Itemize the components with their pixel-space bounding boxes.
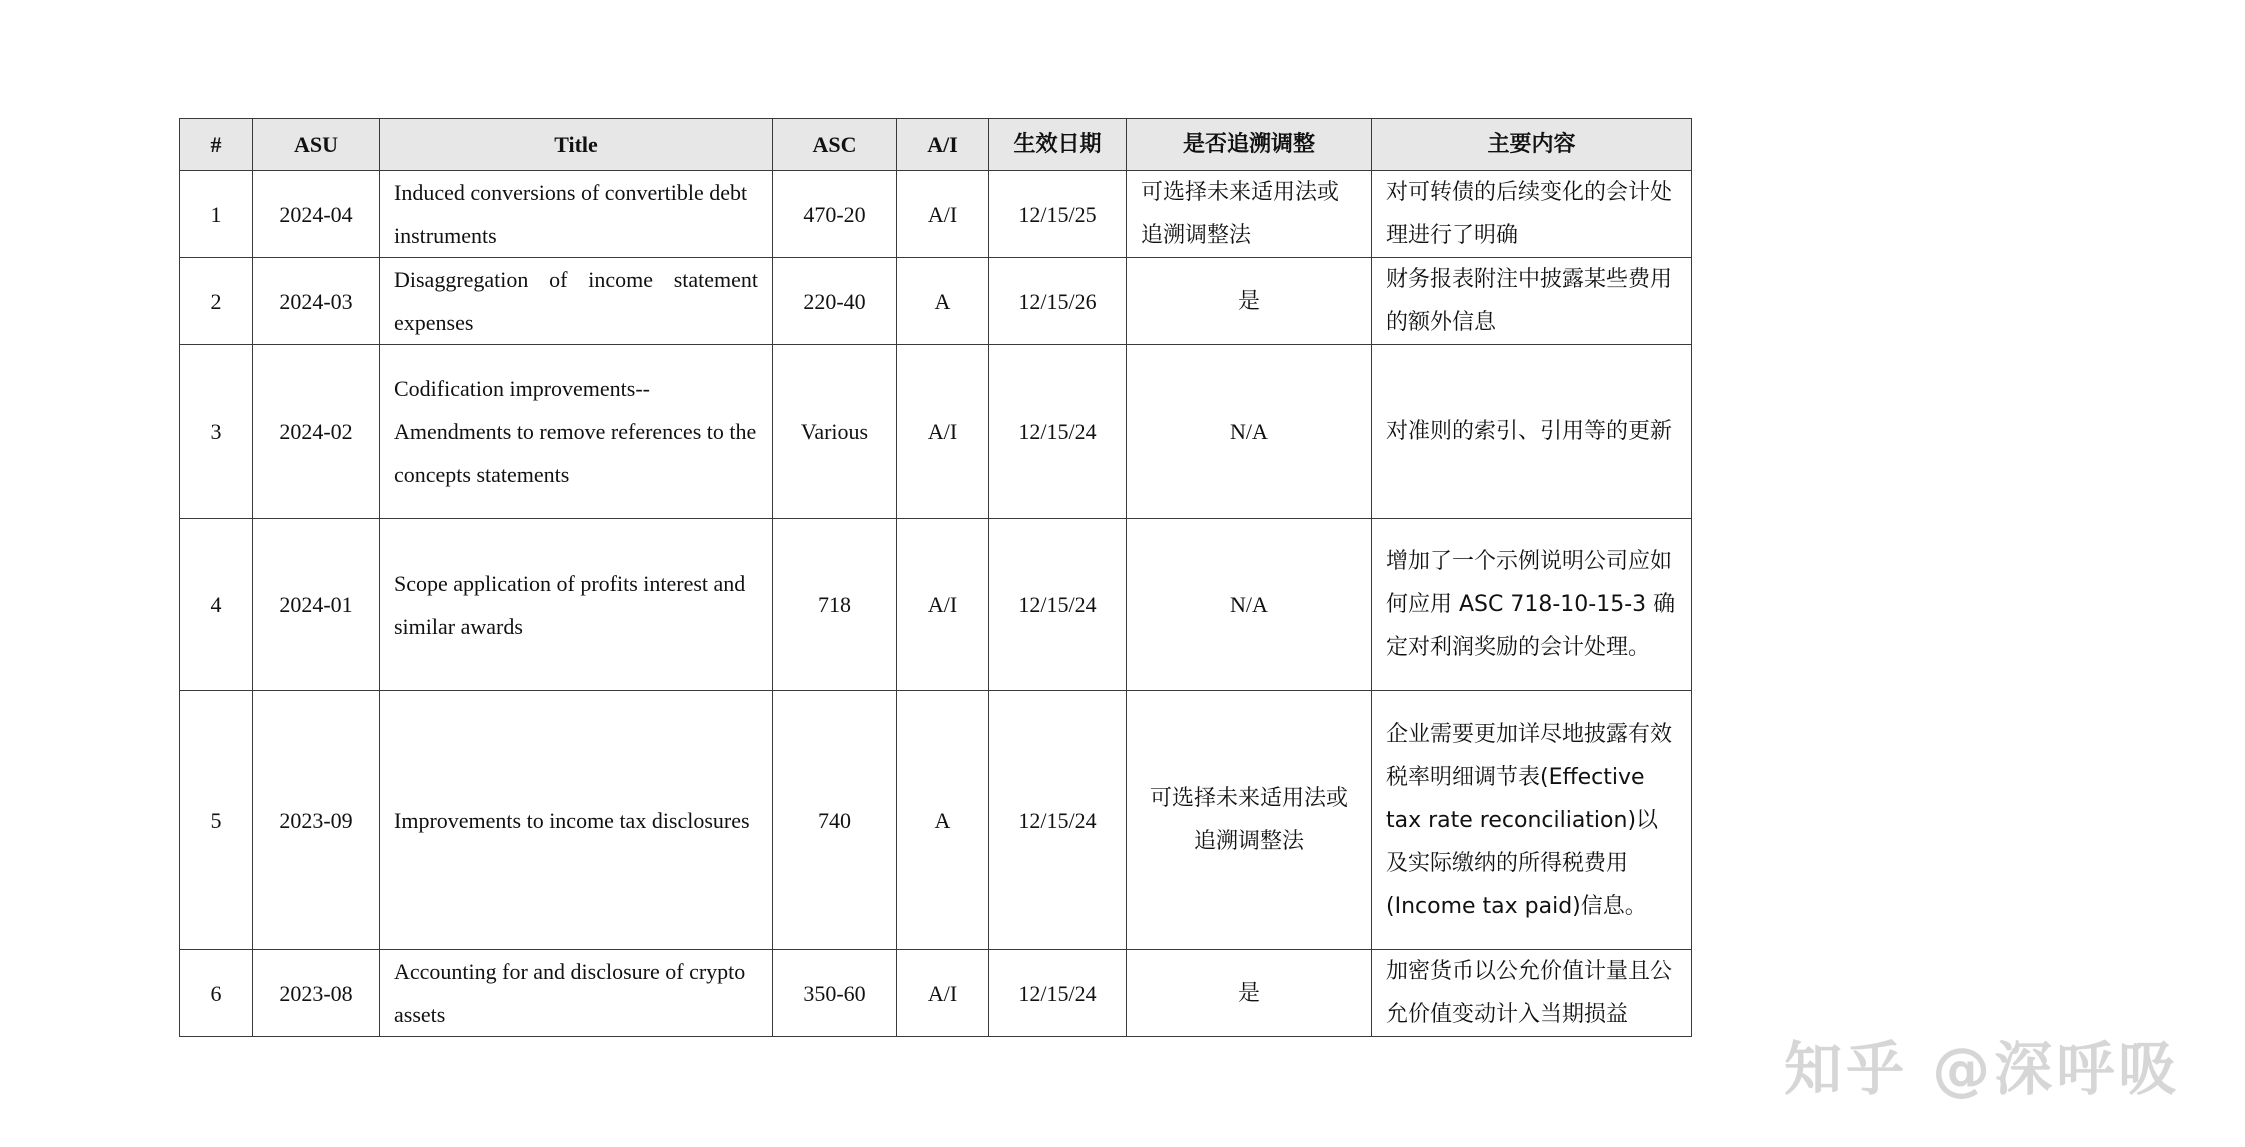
row-content: 企业需要更加详尽地披露有效税率明细调节表(Effective tax rate reconciliation)以及实际缴纳的所得税费用(Income tax paid)信息。 — [1372, 691, 1692, 950]
row-content: 增加了一个示例说明公司应如何应用 ASC 718-10-15-3 确定对利润奖励的会计处理。 — [1372, 519, 1692, 691]
row-asu: 2024-04 — [253, 171, 380, 258]
row-date: 12/15/24 — [989, 519, 1127, 691]
row-asc: 740 — [773, 691, 897, 950]
row-title: Disaggregation of income statement expenses — [380, 258, 773, 345]
row-retro: 是 — [1127, 950, 1372, 1037]
table-row — [180, 519, 1692, 691]
row-content: 加密货币以公允价值计量且公允价值变动计入当期损益 — [1372, 950, 1692, 1037]
table-row — [180, 950, 1692, 1037]
row-retro: N/A — [1127, 519, 1372, 691]
row-date: 12/15/25 — [989, 171, 1127, 258]
row-ai: A — [897, 258, 989, 345]
zhihu-watermark: 知乎 @深呼吸 — [1784, 1035, 2181, 1103]
row-date: 12/15/26 — [989, 258, 1127, 345]
row-date: 12/15/24 — [989, 345, 1127, 519]
header-ai: A/I — [897, 119, 989, 171]
row-num: 6 — [180, 950, 253, 1037]
row-num: 4 — [180, 519, 253, 691]
asu-table — [179, 118, 1692, 1037]
row-ai: A/I — [897, 950, 989, 1037]
row-title: Codification improvements--Amendments to remove references to the concepts statements — [380, 345, 773, 519]
row-ai: A/I — [897, 519, 989, 691]
row-asc: 470-20 — [773, 171, 897, 258]
row-date: 12/15/24 — [989, 691, 1127, 950]
row-title: Induced conversions of convertible debt instruments — [380, 171, 773, 258]
row-asu: 2024-03 — [253, 258, 380, 345]
row-num: 5 — [180, 691, 253, 950]
table-row — [180, 171, 1692, 258]
row-retro: 可选择未来适用法或追溯调整法 — [1127, 171, 1372, 258]
header-retrospective: 是否追溯调整 — [1127, 119, 1372, 171]
header-effective-date: 生效日期 — [989, 119, 1127, 171]
row-asu: 2023-09 — [253, 691, 380, 950]
row-ai: A/I — [897, 345, 989, 519]
row-num: 2 — [180, 258, 253, 345]
table-row — [180, 258, 1692, 345]
header-num: # — [180, 119, 253, 171]
row-num: 3 — [180, 345, 253, 519]
header-asc: ASC — [773, 119, 897, 171]
row-asu: 2024-02 — [253, 345, 380, 519]
row-title: Improvements to income tax disclosures — [380, 691, 773, 950]
table-row — [180, 345, 1692, 519]
row-date: 12/15/24 — [989, 950, 1127, 1037]
row-ai: A/I — [897, 171, 989, 258]
row-asu: 2023-08 — [253, 950, 380, 1037]
table-row — [180, 691, 1692, 950]
row-content: 对可转债的后续变化的会计处理进行了明确 — [1372, 171, 1692, 258]
table-header-row — [180, 119, 1692, 171]
row-retro: N/A — [1127, 345, 1372, 519]
row-asc: 220-40 — [773, 258, 897, 345]
header-asu: ASU — [253, 119, 380, 171]
document-sheet — [179, 118, 1692, 1037]
header-title: Title — [380, 119, 773, 171]
row-num: 1 — [180, 171, 253, 258]
row-asc: Various — [773, 345, 897, 519]
row-content: 财务报表附注中披露某些费用的额外信息 — [1372, 258, 1692, 345]
row-title: Accounting for and disclosure of crypto assets — [380, 950, 773, 1037]
row-asu: 2024-01 — [253, 519, 380, 691]
row-retro: 可选择未来适用法或追溯调整法 — [1127, 691, 1372, 950]
row-ai: A — [897, 691, 989, 950]
row-asc: 718 — [773, 519, 897, 691]
header-main-content: 主要内容 — [1372, 119, 1692, 171]
row-retro: 是 — [1127, 258, 1372, 345]
row-content: 对准则的索引、引用等的更新 — [1372, 345, 1692, 519]
row-asc: 350-60 — [773, 950, 897, 1037]
row-title: Scope application of profits interest and similar awards — [380, 519, 773, 691]
